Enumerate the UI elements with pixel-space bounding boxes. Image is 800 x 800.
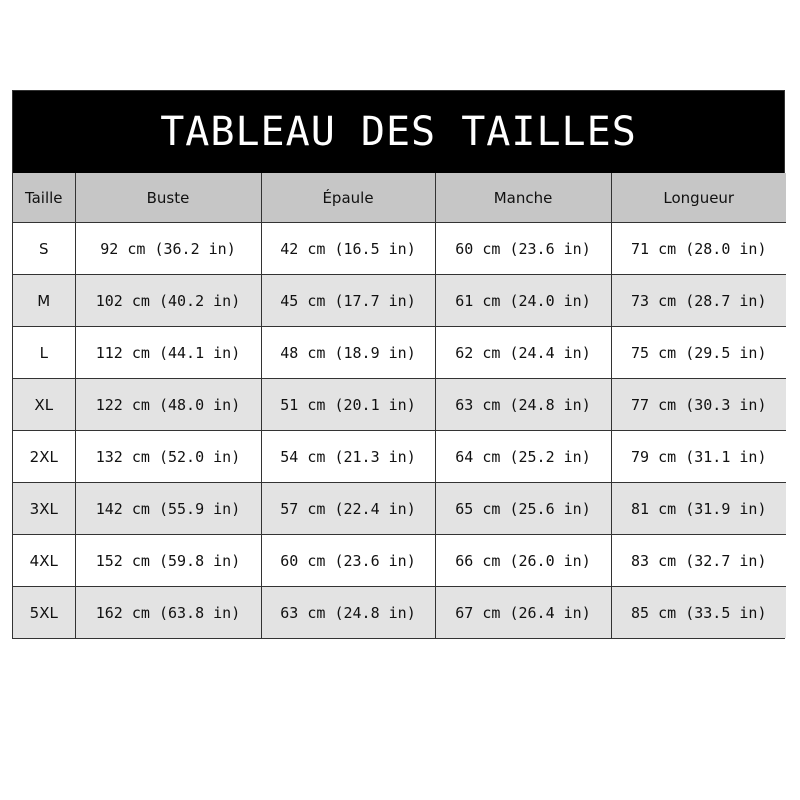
longueur-cell: 71 cm (28.0 in) [611, 223, 786, 275]
manche-cell: 66 cm (26.0 in) [435, 535, 611, 587]
size-cell: 2XL [13, 431, 75, 483]
table-row [13, 431, 786, 483]
manche-cell: 61 cm (24.0 in) [435, 275, 611, 327]
longueur-cell: 77 cm (30.3 in) [611, 379, 786, 431]
size-table [13, 173, 786, 638]
table-row [13, 327, 786, 379]
longueur-cell: 73 cm (28.7 in) [611, 275, 786, 327]
epaule-cell: 63 cm (24.8 in) [261, 587, 435, 639]
manche-cell: 64 cm (25.2 in) [435, 431, 611, 483]
buste-cell: 102 cm (40.2 in) [75, 275, 261, 327]
manche-cell: 60 cm (23.6 in) [435, 223, 611, 275]
header-row [13, 173, 786, 223]
size-cell: 5XL [13, 587, 75, 639]
longueur-cell: 85 cm (33.5 in) [611, 587, 786, 639]
epaule-cell: 42 cm (16.5 in) [261, 223, 435, 275]
header-taille: Taille [13, 173, 75, 223]
buste-cell: 132 cm (52.0 in) [75, 431, 261, 483]
manche-cell: 65 cm (25.6 in) [435, 483, 611, 535]
buste-cell: 92 cm (36.2 in) [75, 223, 261, 275]
manche-cell: 67 cm (26.4 in) [435, 587, 611, 639]
epaule-cell: 48 cm (18.9 in) [261, 327, 435, 379]
longueur-cell: 81 cm (31.9 in) [611, 483, 786, 535]
manche-cell: 62 cm (24.4 in) [435, 327, 611, 379]
chart-title: TABLEAU DES TAILLES [13, 91, 784, 173]
table-row [13, 275, 786, 327]
epaule-cell: 51 cm (20.1 in) [261, 379, 435, 431]
longueur-cell: 79 cm (31.1 in) [611, 431, 786, 483]
table-row [13, 379, 786, 431]
size-cell: 4XL [13, 535, 75, 587]
header-epaule: Épaule [261, 173, 435, 223]
size-chart [12, 90, 785, 639]
buste-cell: 122 cm (48.0 in) [75, 379, 261, 431]
buste-cell: 112 cm (44.1 in) [75, 327, 261, 379]
buste-cell: 162 cm (63.8 in) [75, 587, 261, 639]
size-cell: XL [13, 379, 75, 431]
header-manche: Manche [435, 173, 611, 223]
epaule-cell: 45 cm (17.7 in) [261, 275, 435, 327]
size-cell: 3XL [13, 483, 75, 535]
header-longueur: Longueur [611, 173, 786, 223]
longueur-cell: 75 cm (29.5 in) [611, 327, 786, 379]
table-row [13, 483, 786, 535]
table-row [13, 587, 786, 639]
longueur-cell: 83 cm (32.7 in) [611, 535, 786, 587]
header-buste: Buste [75, 173, 261, 223]
size-cell: S [13, 223, 75, 275]
buste-cell: 152 cm (59.8 in) [75, 535, 261, 587]
epaule-cell: 60 cm (23.6 in) [261, 535, 435, 587]
manche-cell: 63 cm (24.8 in) [435, 379, 611, 431]
size-cell: M [13, 275, 75, 327]
buste-cell: 142 cm (55.9 in) [75, 483, 261, 535]
table-row [13, 535, 786, 587]
table-row [13, 223, 786, 275]
epaule-cell: 54 cm (21.3 in) [261, 431, 435, 483]
size-cell: L [13, 327, 75, 379]
epaule-cell: 57 cm (22.4 in) [261, 483, 435, 535]
